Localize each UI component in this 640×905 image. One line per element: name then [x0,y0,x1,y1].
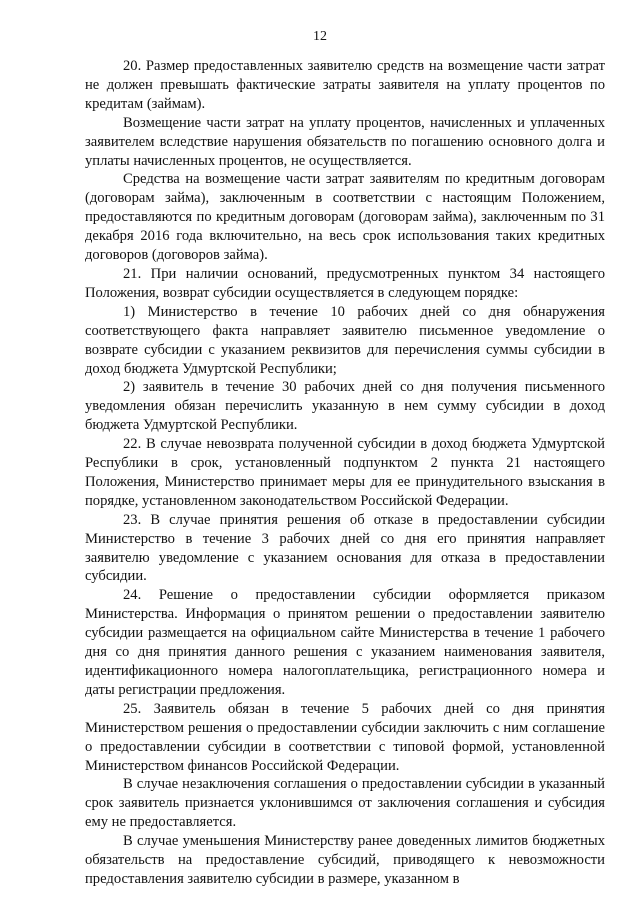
paragraph-25: 25. Заявитель обязан в течение 5 рабочих дней со дня принятия Министерством решения о предоставлении субсидии заключить с ним соглашение о предоставлении субсидии в соответствии с типовой формой, установленной Министерством финансов Российской Федерации. [85,700,605,774]
paragraph-loan-terms: Средства на возмещение части затрат заявителям по кредитным договорам (договорам займа), заключенным в соответствии с настоящим Положением, предоставляются по кредитным договорам (договорам займа), заключенным по 31 декабря 2016 года включительно, на весь срок использования таких кредитных договоров (договоров займа). [85,171,605,264]
paragraph-non-conclusion: В случае незаключения соглашения о предоставлении субсидии в указанный срок заявитель признается уклонившимся от заключения соглашения и субсидия ему не предоставляется. [85,776,605,831]
paragraph-22: 22. В случае невозврата полученной субсидии в доход бюджета Удмуртской Республики в срок, установленный подпунктом 2 пункта 21 настоящего Положения, Министерство принимает меры для ее принудительного взыскания в порядке, установленном законодательством Российской Федерации. [85,436,605,509]
paragraph-20: 20. Размер предоставленных заявителю средств на возмещение части затрат не должен превышать фактические затраты заявителя на уплату процентов по кредитам (займам). [85,58,605,112]
paragraph-interest-exclusion: Возмещение части затрат на уплату процентов, начисленных и уплаченных заявителем вследствие нарушения обязательств по погашению основного долга и уплаты начисленных процентов, не осуществляется. [85,114,605,169]
paragraph-21-item-2: 2) заявитель в течение 30 рабочих дней со дня получения письменного уведомления обязан перечислить указанную в нем сумму субсидии в доход бюджета Удмуртской Республики. [85,379,605,434]
paragraph-24: 24. Решение о предоставлении субсидии оформляется приказом Министерства. Информация о принятом решении о предоставлении заявителю субсидии размещается на официальном сайте Министерства в течение 1 рабочего дня со дня принятия данного решения с указанием наименования заявителя, идентификационного номера налогоплательщика, регистрационного номера и даты регистрации предложения. [85,587,605,698]
page-number: 12 [313,29,327,44]
paragraph-limit-reduction: В случае уменьшения Министерству ранее доведенных лимитов бюджетных обязательств на предоставление субсидий, приводящего к невозможности предоставления заявителю субсидии в размере, указанном в [85,833,605,887]
document-body [85,57,605,889]
paragraph-21-item-1: 1) Министерство в течение 10 рабочих дней со дня обнаружения соответствующего факта направляет заявителю письменное уведомление о возврате субсидии с указанием реквизитов для перечисления суммы субсидии в доход бюджета Удмуртской Республики; [85,303,605,377]
paragraph-23: 23. В случае принятия решения об отказе в предоставлении субсидии Министерство в течение 3 рабочих дней со дня его принятия направляет заявителю уведомление с указанием основания для отказа в предоставлении субсидии. [85,511,605,585]
paragraph-21: 21. При наличии оснований, предусмотренных пунктом 34 настоящего Положения, возврат субсидии осуществляется в следующем порядке: [85,265,605,301]
